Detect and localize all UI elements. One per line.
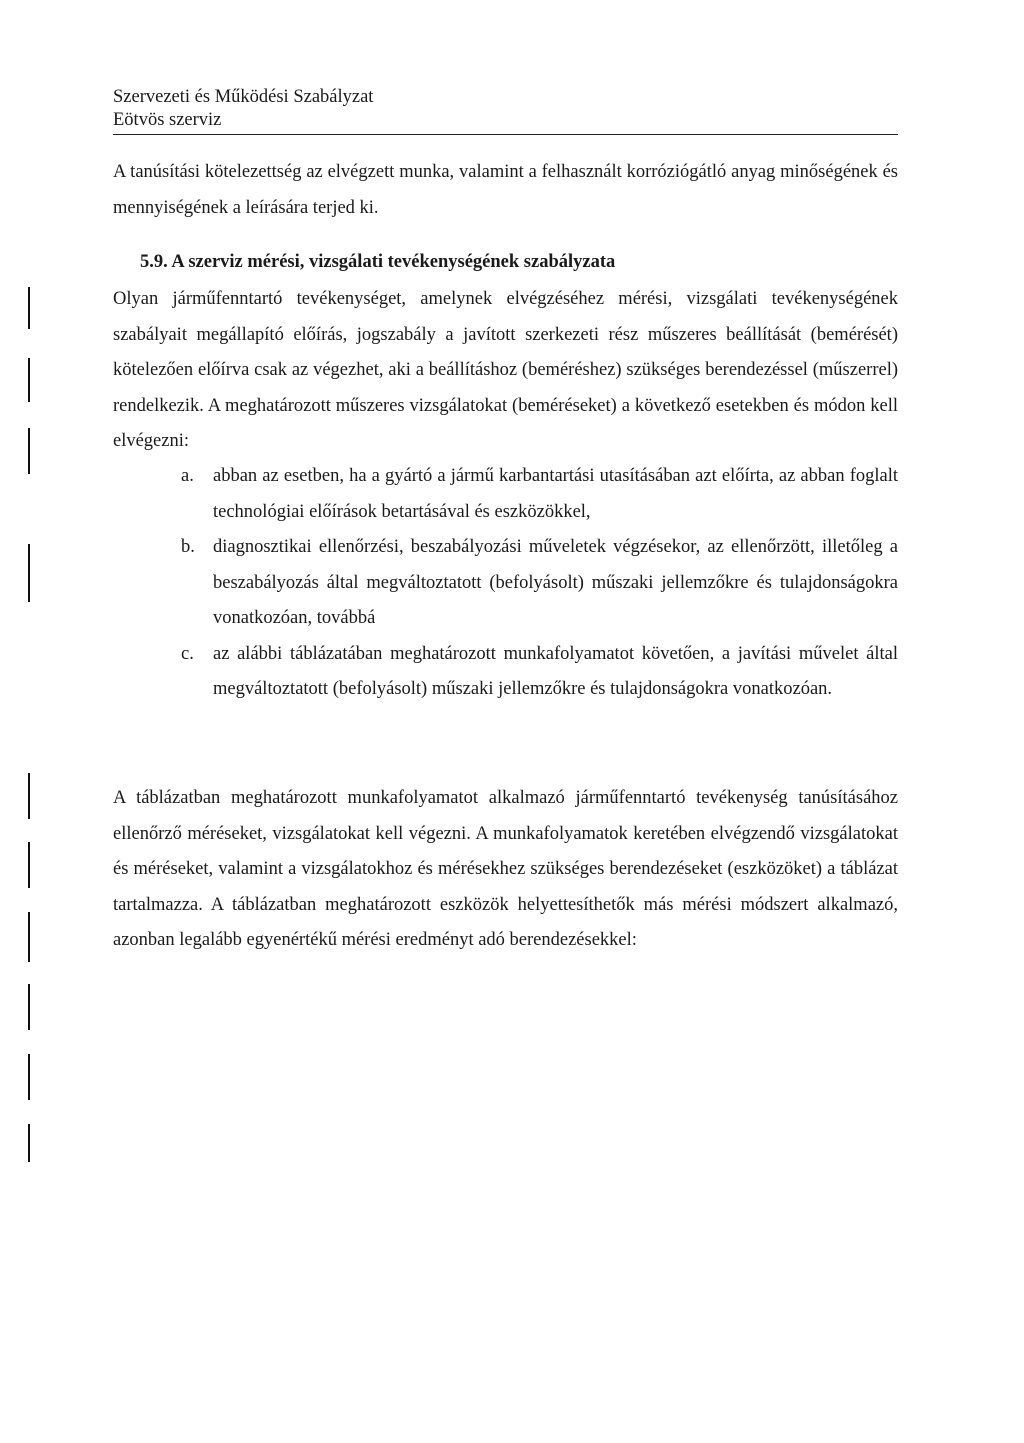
section-paragraph: Olyan járműfenntartó tevékenységet, amelynek elvégzéséhez mérési, vizsgálati tevékenységének szabályait megállapító előírás, jogszabály a javított szerkezeti rész műszeres beállítását (bemérését) kötelezően előírva csak az végezhet, aki a beállításhoz (beméréshez) szükséges berendezéssel (műszerrel) rendelkezik. A meghatározott műszeres vizsgálatokat (beméréseket) a következő esetekben és módon kell elvégezni: <box>113 289 898 451</box>
document-title: Szervezeti és Működési Szabályzat <box>113 87 374 107</box>
page-header <box>113 86 898 132</box>
intro-paragraph: A tanúsítási kötelezettség az elvégzett munka, valamint a felhasznált korróziógátló anyag minőségének és mennyiségének a leírására terjed ki. <box>113 162 898 218</box>
list-item <box>113 459 898 530</box>
list-marker: a. <box>181 466 194 486</box>
list-item <box>113 530 898 637</box>
margin-mark <box>28 984 30 1030</box>
margin-mark <box>28 544 30 602</box>
list-item-text: az alábbi táblázatában meghatározott munkafolyamatot követően, a javítási művelet által megváltoztatott (befolyásolt) műszaki jellemzőkre és tulajdonságokra vonatkozóan. <box>213 643 898 699</box>
document-subtitle: Eötvös szerviz <box>113 110 222 130</box>
list-marker: c. <box>181 643 194 664</box>
margin-mark <box>28 1054 30 1100</box>
table-intro-paragraph: A táblázatban meghatározott munkafolyamatot alkalmazó járműfenntartó tevékenység tanúsításához ellenőrző méréseket, vizsgálatokat kell végezni. A munkafolyamatok keretében elvégzendő vizsgálatokat és méréseket, valamint a vizsgálatokhoz és mérésekhez szükséges berendezéseket (eszközöket) a táblázat tartalmazza. A táblázatban meghatározott eszközök helyettesíthetők más mérési módszert alkalmazó, azonban legalább egyenértékű mérési eredményt adó berendezésekkel: <box>113 788 898 950</box>
margin-mark <box>28 428 30 474</box>
list-item <box>113 637 898 708</box>
margin-mark <box>28 1124 30 1162</box>
margin-mark <box>28 287 30 329</box>
list-marker: b. <box>181 537 195 557</box>
section-heading: 5.9. A szerviz mérési, vizsgálati tevékenységének szabályzata <box>140 252 616 272</box>
header-divider <box>113 134 898 135</box>
scan-margin-marks <box>0 0 40 1443</box>
list-item-text: abban az esetben, ha a gyártó a jármű karbantartási utasításában azt előírta, az abban foglalt technológiai előírások betartásával és eszközökkel, <box>213 466 898 522</box>
margin-mark <box>28 358 30 402</box>
margin-mark <box>28 912 30 962</box>
condition-list <box>113 459 898 708</box>
margin-mark <box>28 773 30 819</box>
list-item-text: diagnosztikai ellenőrzési, beszabályozási műveletek végzésekor, az ellenőrzött, illetőleg a beszabályozás által megváltoztatott (befolyásolt) műszaki jellemzőkre és tulajdonságokra vonatkozóan, továbbá <box>213 537 898 628</box>
margin-mark <box>28 842 30 888</box>
